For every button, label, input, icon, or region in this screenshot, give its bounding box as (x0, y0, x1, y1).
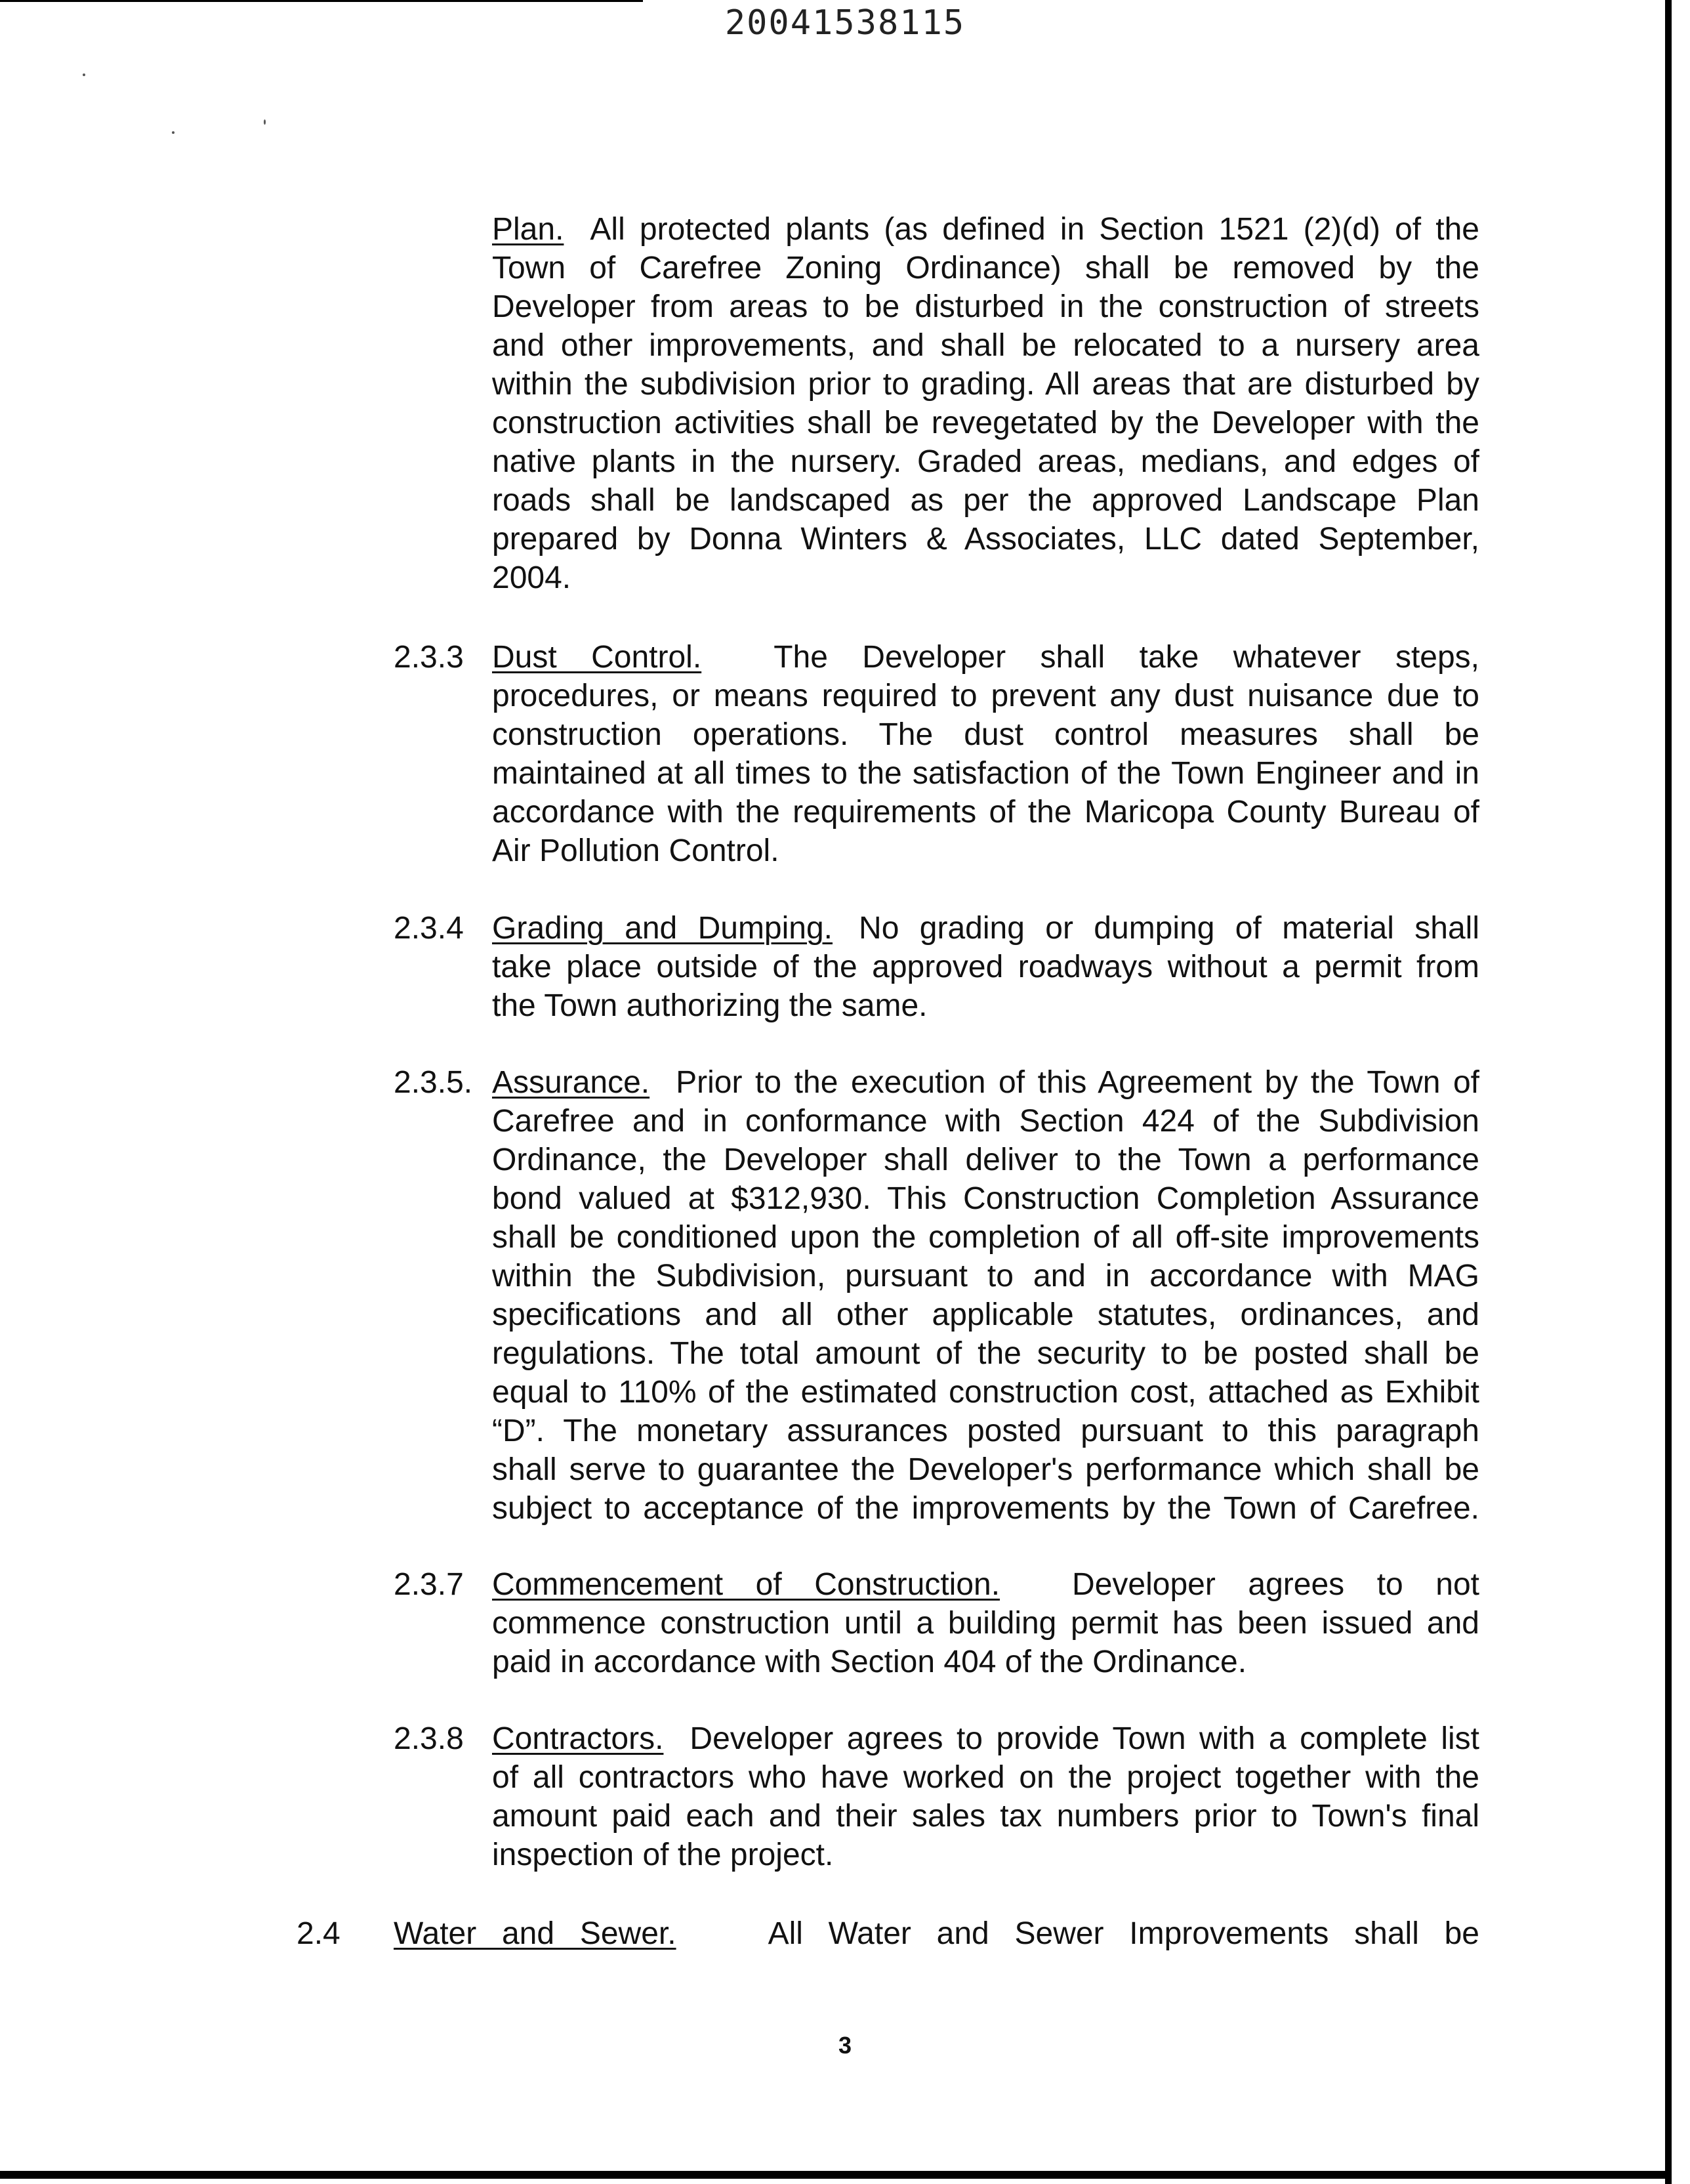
section-number-2-3-3: 2.3.3 (394, 640, 464, 675)
section-number-2-3-8: 2.3.8 (394, 1721, 464, 1756)
document-number: 20041538115 (724, 3, 966, 43)
dust-control-heading: Dust Control. (492, 640, 702, 675)
commencement-heading: Commencement of Construction. (492, 1567, 1000, 1602)
section-number-2-3-5: 2.3.5. (394, 1065, 473, 1100)
scan-speck (172, 131, 175, 134)
paragraph-commencement: Commencement of Construction. Developer agrees to not commence construction until a building permit has been issued and paid in accordance with Section 404 of the Ordinance. (492, 1567, 1479, 1679)
paragraph-assurance: Assurance. Prior to the execution of this Agreement by the Town of Carefree and in conformance with Section 424 of the Subdivision Ordinance, the Developer shall deliver to the Town a performance bond valued at $312,930. This Construction Completion Assurance shall be conditioned upon the completion of all off-site improvements within the Subdivision, pursuant to and in accordance with MAG specifications and all other applicable statutes, ordinances, and regulations. The total amount of the security to be posted shall be equal to 110% of the estimated construction cost, attached as Exhibit “D”. The monetary assurances posted pursuant to this paragraph shall serve to guarantee the Developer's performance which shall be subject to acceptance of the improvements by the Town of Carefree. (492, 1065, 1479, 1526)
scan-bottom-border (0, 2171, 1672, 2179)
paragraph-dust-control: Dust Control. The Developer shall take whatever steps, procedures, or means required to prevent any dust nuisance due to construction operations. The dust control measures shall be maintained at all times to the satisfaction of the Town Engineer and in accordance with the requirements of the Maricopa County Bureau of Air Pollution Control. (492, 640, 1480, 868)
plan-heading: Plan. (492, 212, 564, 247)
paragraph-grading-dumping: Grading and Dumping. No grading or dumping of material shall take place outside of the approved roadways without a permit from the Town authorizing the same. (492, 911, 1480, 1023)
scan-speck (83, 74, 85, 76)
paragraph-plan: Plan. All protected plants (as defined in Section 1521 (2)(d) of the Town of Carefree Zoning Ordinance) shall be removed by the Developer from areas to be disturbed in the construction of streets and other improvements, and shall be relocated to a nursery area within the subdivision prior to grading. All areas that are disturbed by construction activities shall be revegetated by the Developer with the native plants in the nursery. Graded areas, medians, and edges of roads shall be landscaped as per the approved Landscape Plan prepared by Donna Winters & Associates, LLC dated September, 2004. (492, 212, 1479, 595)
assurance-heading: Assurance. (492, 1065, 650, 1100)
paragraph-contractors: Contractors. Developer agrees to provide Town with a complete list of all contractors who have worked on the project together with the amount paid each and their sales tax numbers prior to Town's final inspection of the project. (492, 1721, 1479, 1872)
scan-speck (264, 119, 266, 125)
page-number: 3 (838, 2032, 852, 2059)
section-number-2-3-7: 2.3.7 (394, 1567, 464, 1602)
section-number-2-3-4: 2.3.4 (394, 911, 464, 946)
paragraph-water-sewer: Water and Sewer. All Water and Sewer Improvements shall be (394, 1916, 1479, 1951)
contractors-heading: Contractors. (492, 1721, 664, 1756)
water-sewer-heading: Water and Sewer. (394, 1916, 676, 1951)
scan-right-border (1665, 0, 1672, 2184)
section-number-2-4: 2.4 (297, 1916, 340, 1951)
grading-dumping-heading: Grading and Dumping. (492, 911, 833, 946)
